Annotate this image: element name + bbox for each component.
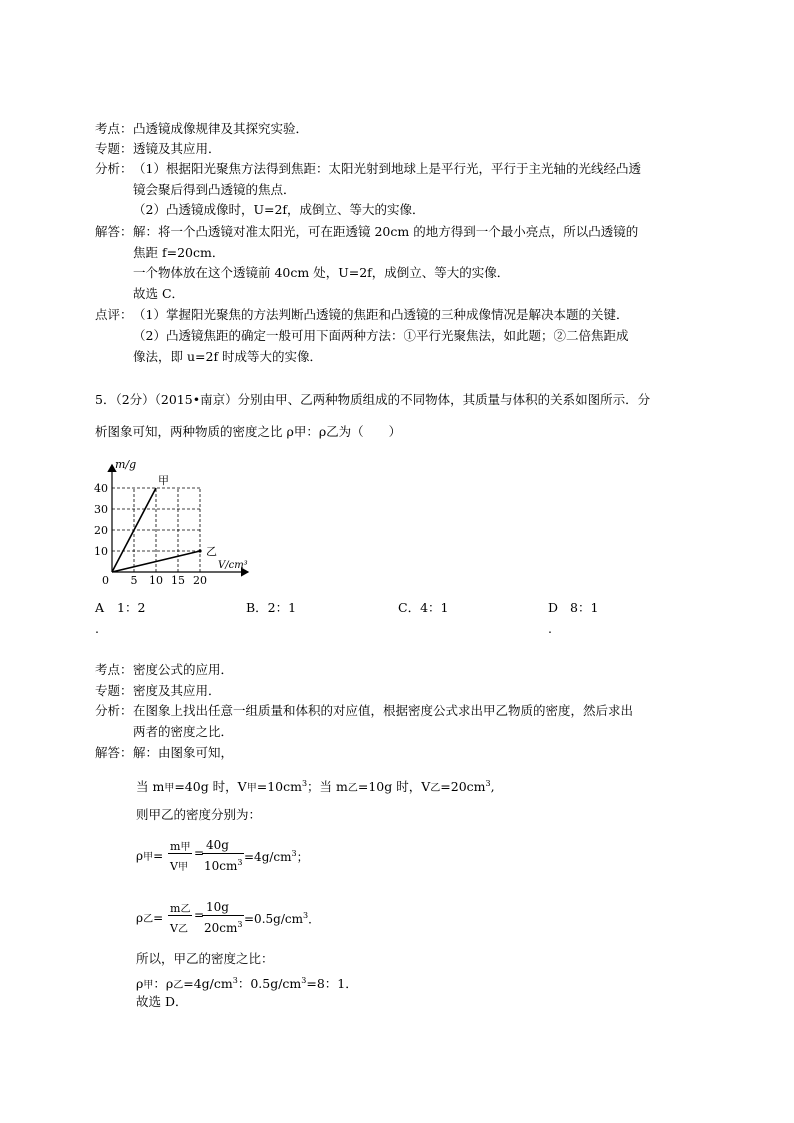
frac-jia-eq: = [194,846,205,860]
frac-yi-den2: $20cm^3$ [204,920,243,935]
q4-dianping-line1: （1）掌握阳光聚焦的方法判断凸透镜的焦距和凸透镜的三种成像情况是解决本题的关键． [133,307,629,322]
q5-jieda-tag: 解答： [95,745,133,760]
option-d-letter[interactable]: D [548,600,559,615]
frac-jia-num: m甲 [170,840,191,853]
mass-volume-graph [90,455,265,590]
q4-jieda-line3: 一个物体放在这个透镜前 40cm 处，U=2f，成倒立、等大的实像． [133,265,510,280]
frac-yi-num: m乙 [170,902,191,915]
q5-fenxi-line2: 两者的密度之比． [133,724,234,739]
q5-kaodian-text: 密度公式的应用． [133,662,234,677]
q5-suoyi-line: 所以，甲乙的密度之比： [136,951,274,966]
q4-fenxi-line3: （2）凸透镜成像时，U=2f，成倒立、等大的实像． [133,202,425,217]
q4-kaodian-text: 凸透镜成像规律及其探究实验． [133,121,309,136]
option-a-text[interactable]: 1：2 [117,600,146,615]
q5-then-line: 则甲乙的密度分别为： [136,807,262,822]
series-label-yi: 乙 [206,545,217,558]
frac-jia-bar2 [202,853,244,854]
frac-yi-bar2 [202,915,244,916]
option-b-text[interactable]: B．2：1 [246,600,297,615]
option-d-text[interactable]: 8：1 [570,600,599,615]
frac-jia-den2: $10cm^3$ [204,858,243,873]
option-c-text[interactable]: C．4：1 [398,600,449,615]
q4-fenxi-line1: （1）根据阳光聚焦方法得到焦距：太阳光射到地球上是平行光，平行于主光轴的光线经凸透 [133,161,641,176]
y-tick-label-20: 20 [94,524,108,537]
y-tick-label-40: 40 [94,482,108,495]
q4-kaodian-tag: 考点： [95,121,133,136]
q5-guxuan-line: 故选 D． [136,994,188,1009]
frac-jia-result: $=4g/cm^3$； [244,849,309,864]
q5-zhuanti-tag: 专题： [95,683,133,698]
q5-given-values-line: 当 m甲=40g 时，V甲$=10cm^3$；当 m乙=10g 时，V乙$=20cm^3$, [136,779,495,795]
frac-yi-result: $=0.5g/cm^3$． [244,911,321,926]
q4-jieda-tag: 解答： [95,224,133,239]
y-axis-label: m/g [115,458,137,471]
rho-jia-lhs: ρ甲= [136,849,164,863]
series-label-jia: 甲 [158,474,169,487]
q4-jieda-line1: 解：将一个凸透镜对准太阳光，可在距透镜 20cm 的地方得到一个最小亮点，所以凸透镜的 [133,224,639,239]
frac-jia-num2: 40g [206,838,229,852]
q4-dianping-line2: （2）凸透镜焦距的确定一般可用下面两种方法：①平行光聚焦法，如此题；②二倍焦距成 [133,328,629,343]
option-a-letter[interactable]: A [95,600,105,615]
q4-zhuanti-text: 透镜及其应用． [133,141,221,156]
q5-fenxi-tag: 分析： [95,703,133,718]
q5-zhuanti-text: 密度及其应用． [133,683,221,698]
q5-ratio-line: ρ甲：ρ乙$=4g/cm^3$：$0.5g/cm^3=8$：1． [136,976,358,992]
frac-yi-den: V乙 [170,922,188,935]
x-tick-label-5: 5 [130,574,138,587]
x-tick-label-10: 10 [149,574,163,587]
frac-yi-bar [168,915,192,916]
origin-label: 0 [102,574,109,587]
frac-jia-bar [168,853,192,854]
q4-jieda-line2: 焦距 f=20cm． [133,245,225,260]
option-a-dot: . [95,621,99,636]
q4-dianping-tag: 点评： [95,307,133,322]
q4-jieda-line4: 故选 C． [133,286,185,301]
frac-yi-eq: = [194,908,205,922]
frac-yi-num2: 10g [206,900,229,914]
q4-dianping-line3: 像法，即 u=2f 时成等大的实像． [133,349,323,364]
x-axis-label: V/cm³ [218,560,248,571]
series-end-dot-yi [198,549,201,552]
frac-jia-den: V甲 [170,860,188,873]
q5-fenxi-line1: 在图象上找出任意一组质量和体积的对应值，根据密度公式求出甲乙物质的密度，然后求出 [133,703,634,718]
rho-yi-lhs: ρ乙= [136,911,164,925]
q5-jieda-line1: 解：由图象可知， [133,745,234,760]
x-tick-label-15: 15 [171,574,185,587]
q5-stem-line2: 析图象可知，两种物质的密度之比 ρ甲：ρ乙为（ ） [95,424,402,439]
q5-stem-line1: 5．（2分）（2015•南京）分别由甲、乙两种物质组成的不同物体，其质量与体积的关系如图所示．分 [95,392,651,407]
q4-zhuanti-tag: 专题： [95,141,133,156]
q4-fenxi-tag: 分析： [95,161,133,176]
x-tick-label-20: 20 [193,574,207,587]
option-d-dot: . [548,621,552,636]
grid-layer [112,488,200,572]
q4-fenxi-line2: 镜会聚后得到凸透镜的焦点． [133,182,296,197]
q5-kaodian-tag: 考点： [95,662,133,677]
y-tick-label-10: 10 [94,545,108,558]
y-tick-label-30: 30 [94,503,108,516]
